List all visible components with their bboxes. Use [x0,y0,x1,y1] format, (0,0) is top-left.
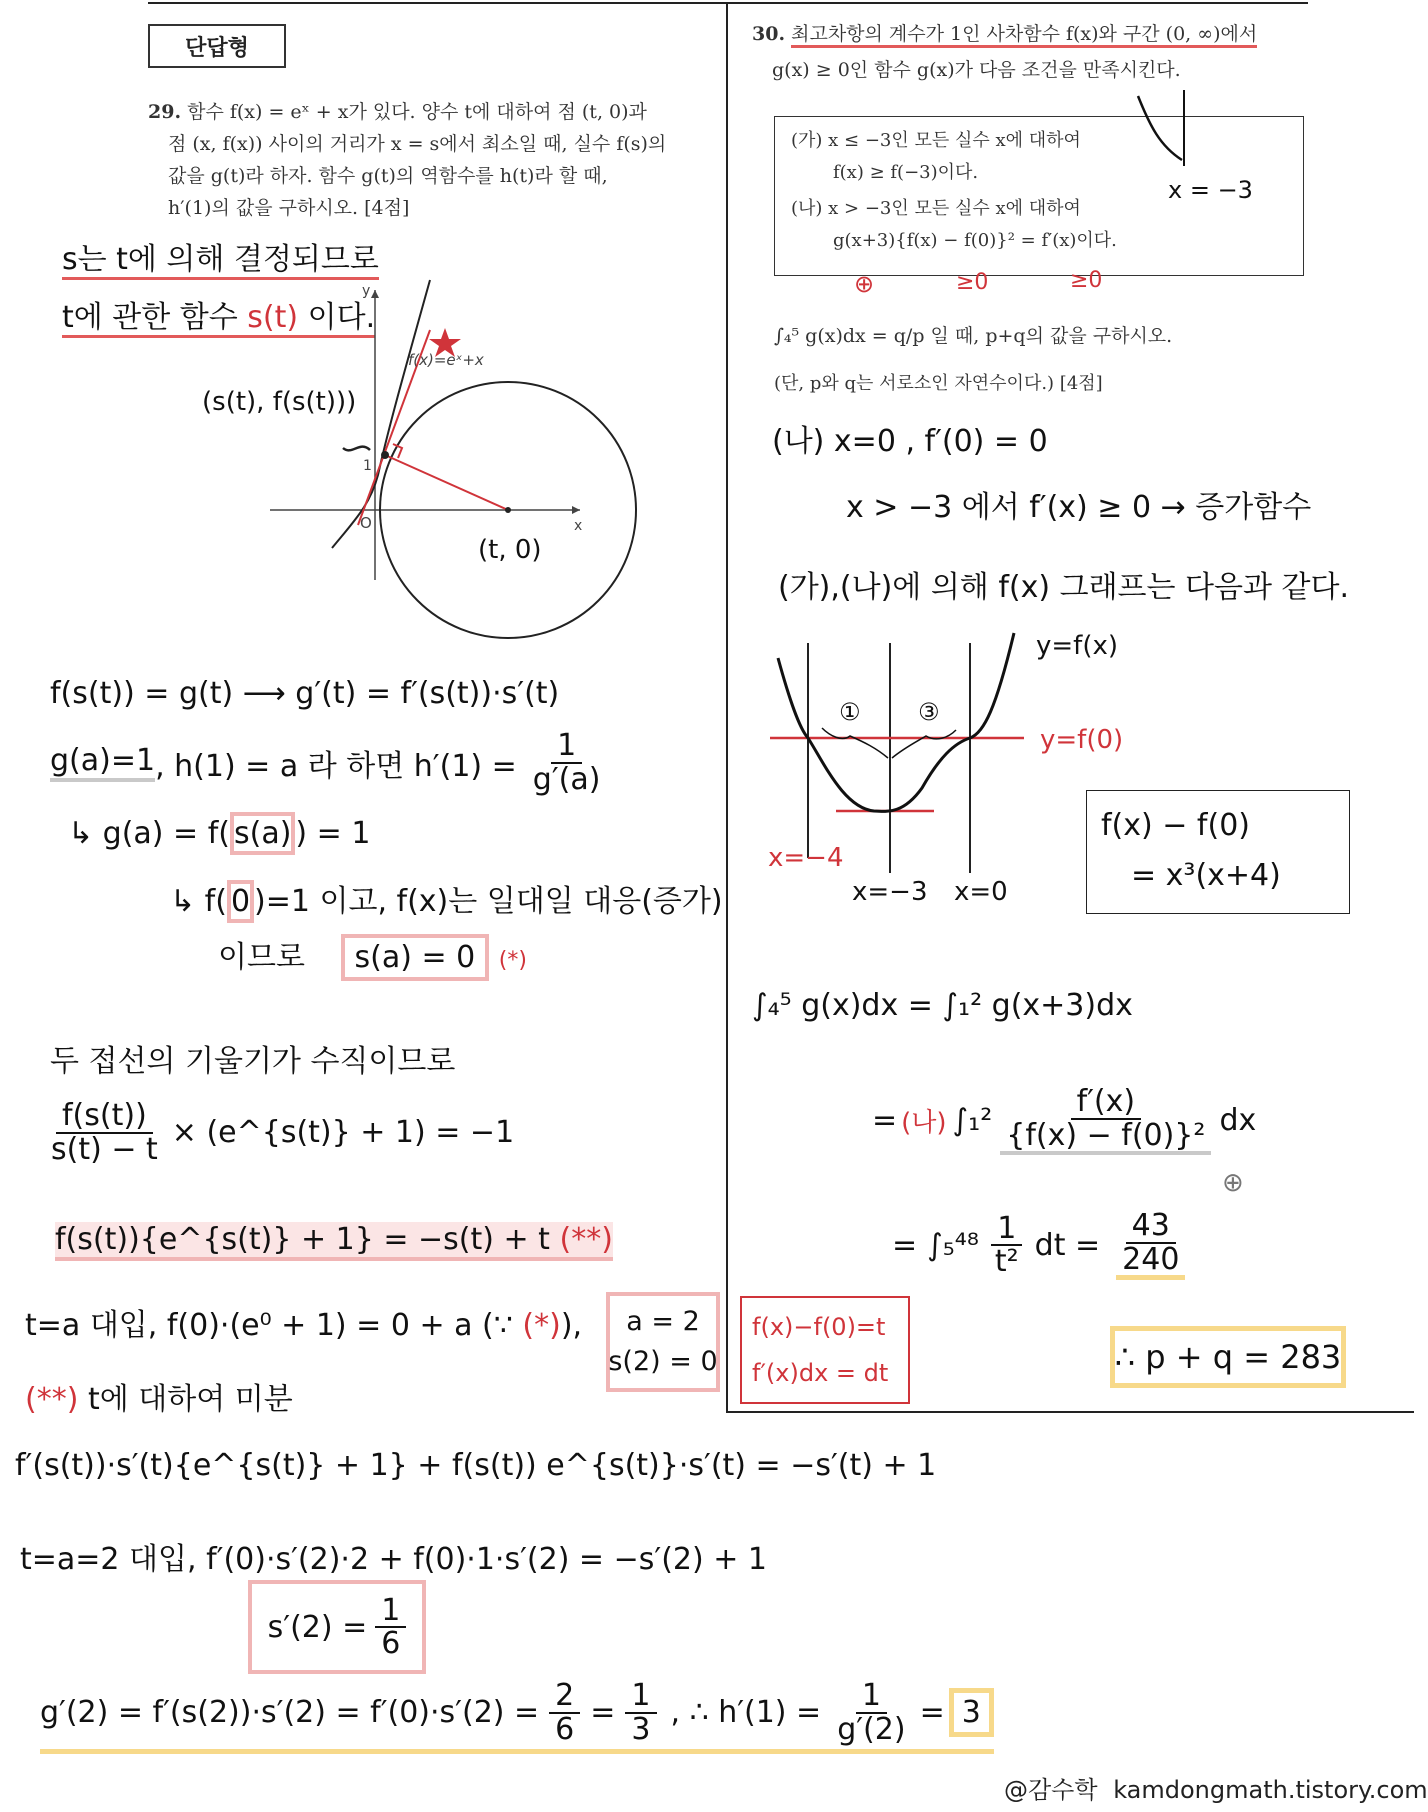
q29-point-label: (s(t), f(s(t))) [202,387,357,417]
q29-one: 1 [363,458,372,474]
q30-i2-plus: ⊕ [1222,1168,1244,1198]
q29-line-3: 값을 g(t)라 하자. 함수 g(t)의 역함수를 h(t)라 할 때, [168,165,608,187]
q30-graph-xm3: x=−3 [852,877,928,907]
q29-w1: f(s(t)) = g(t) ⟶ g′(t) = f′(s(t))·s′(t) [50,676,560,711]
q29-s-prime-box: s′(2) = $\frac{1}{6}$ [248,1580,426,1674]
footer-site: kamdongmath.tistory.com [1113,1776,1428,1804]
q30-sketch [1130,86,1253,206]
q30-substitution-box: f(x)−f(0)=t f′(x)dx = dt [740,1296,910,1404]
q29-w8: f(s(t)){e^{s(t)} + 1} = −s(t) + t (**) [55,1222,613,1257]
footer-handle: @감수학 [1004,1776,1098,1804]
q29-graph [180,280,660,660]
q30-integral-line: ∫₄⁵ g(x)dx = q/p 일 때, p+q의 값을 구하시오. [774,325,1173,347]
q30-graph-line-label: y=f(0) [1040,725,1124,755]
q30-cond-b2: g(x+3){f(x) − f(0)}² = f′(x)이다. [833,230,1117,251]
q30-line-1: 최고차항의 계수가 1인 사차함수 f(x)와 구간 (0, ∞)에서 [791,23,1257,48]
q30-h1: (나) x=0 , f′(0) = 0 [772,424,1048,459]
footer-credit [1004,1770,1428,1805]
q29-axis-x: x [574,518,583,534]
q29-w3: ↳ g(a) = f( s(a) ) = 1 [68,816,370,851]
q29-number: 29. [148,101,182,123]
q29-origin: O [360,514,372,532]
q29-result-box: a = 2 s(2) = 0 [606,1292,720,1392]
q30-answer-box: ∴ p + q = 283 [1110,1326,1346,1388]
q30-cond-b1: (나) x > −3인 모든 실수 x에 대하여 [791,198,1081,219]
q30-factor-box: f(x) − f(0) = x³(x+4) [1086,790,1350,914]
q29-w7: $\frac{f(s(t))}{s(t) - t}$ × (e^{s(t)} + 1) = −1 [51,1098,515,1167]
q29-w10: (**) t에 대하여 미분 [25,1382,293,1417]
q30-graph-x0: x=0 [954,877,1008,907]
q30-under-ge-1: ≥0 [956,270,989,295]
q29-line-2: 점 (x, f(x)) 사이의 거리가 x = s에서 최소일 때, 실수 f(s)의 [168,133,667,155]
column-divider [726,2,728,1412]
column-bottom-rule [726,1411,1414,1413]
q29-line-1: 함수 f(x) = eˣ + x가 있다. 양수 t에 대하여 점 (t, 0)과 [187,101,647,123]
q30-number: 30. [752,23,786,45]
q30-h3: (가),(나)에 의해 f(x) 그래프는 다음과 같다. [778,570,1350,605]
q30-i1: ∫₄⁵ g(x)dx = ∫₁² g(x+3)dx [752,988,1133,1023]
q30-sketch-label: x = −3 [1168,176,1253,204]
q29-w12: t=a=2 대입, f′(0)·s′(2)·2 + f(0)·1·s′(2) = −s′(2) + 1 [20,1542,767,1577]
q30-graph-xm4: x=−4 [768,843,844,873]
q30-graph-curve-label: y=f(x) [1036,631,1118,661]
q30-under-ge-2: ≥0 [1070,268,1103,293]
q29-axis-y: y [362,283,371,299]
top-rule [148,2,1308,4]
q29-note-1: s는 t에 의해 결정되므로 [62,234,379,278]
q30-cond-a2: f(x) ≥ f(−3)이다. [833,162,979,183]
q30-graph-circle-3: ③ [918,698,940,726]
q29-w6: 두 접선의 기울기가 수직이므로 [50,1044,456,1079]
q29-center-label: (t, 0) [478,535,542,565]
q30-problem [752,18,1257,86]
q30-condition-note: (단, p와 q는 서로소인 자연수이다.) [4점] [774,373,1103,394]
q29-curve-label: f(x)=eˣ+x [408,351,484,369]
q29-w14: g′(2) = f′(s(2))·s′(2) = f′(0)·s′(2) = $\frac{2}{6}$ = $\frac{1}{3}$ , ∴ h′(1) = $\frac{1}{g'(2)}$ = 3 [40,1680,994,1754]
q29-w9: t=a 대입, f(0)·(e⁰ + 1) = 0 + a (∵ (*)), [25,1308,583,1343]
q30-line-2: g(x) ≥ 0인 함수 g(x)가 다음 조건을 만족시킨다. [772,59,1181,81]
q29-w4: ↳ f( 0 )=1 이고, f(x)는 일대일 대응(증가) [170,876,723,920]
q30-cond-a1: (가) x ≤ −3인 모든 실수 x에 대하여 [791,130,1081,151]
q29-problem [148,96,666,224]
q29-note-2: t에 관한 함수 s(t) 이다. [62,292,375,336]
q30-i3: = ∫₅⁴⁸ $\frac{1}{\text{t²}}$ dt = $\frac{43}{240}$ [892,1210,1185,1280]
q29-w2: g(a)=1 , h(1) = a 라 하면 h′(1) = $\frac{1}{g'(a)}$ [50,728,601,797]
q29-w11: f′(s(t))·s′(t){e^{s(t)} + 1} + f(s(t)) e^{s(t)}·s′(t) = −s′(t) + 1 [15,1448,937,1483]
q30-h2: x > −3 에서 f′(x) ≥ 0 → 증가함수 [846,490,1312,525]
q29-line-4: h′(1)의 값을 구하시오. [4점] [168,197,410,219]
short-answer-label: 단답형 [148,24,286,68]
q30-graph-circle-1: ① [839,698,861,726]
q30-i2: = (나) ∫₁² $\frac{f'(x)}{\text{\{f(x) − f(0)\}²}}$ dx [872,1086,1256,1155]
q29-w5: 이므로 s(a) = 0 (*) [218,932,527,976]
q30-under-plus: ⊕ [854,270,875,298]
